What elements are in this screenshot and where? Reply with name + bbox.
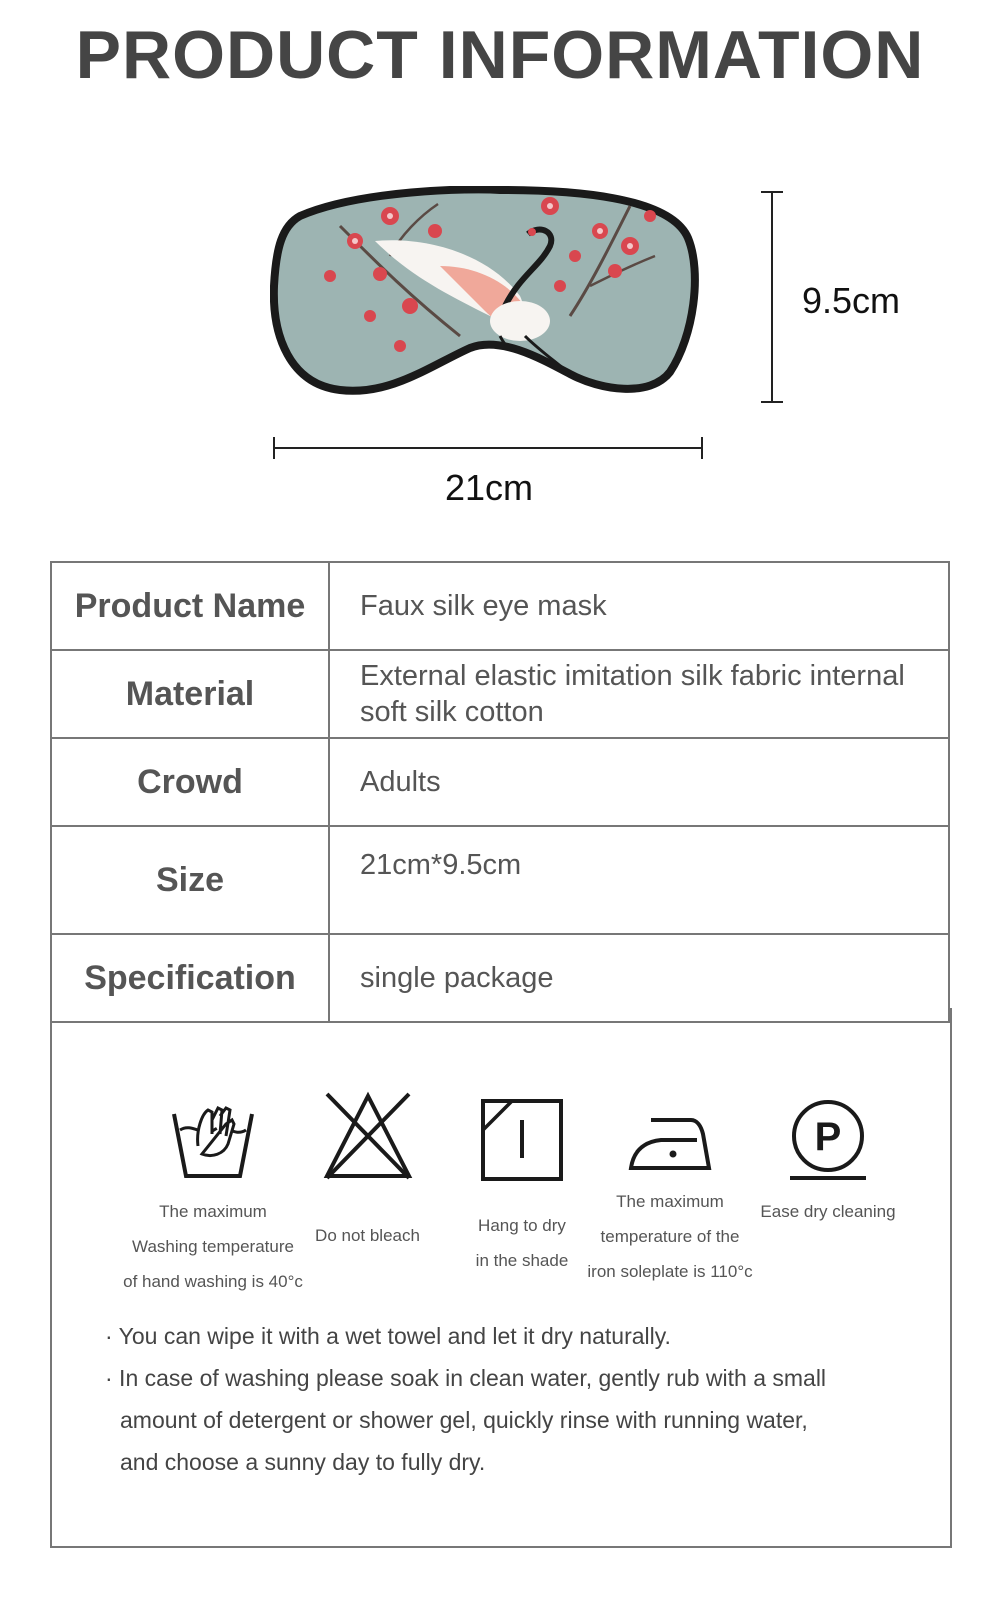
spec-row-crowd bbox=[51, 738, 949, 826]
height-dimension-cap-bottom bbox=[761, 401, 783, 403]
eye-mask-image bbox=[270, 186, 710, 406]
care-text-line: Do not bleach bbox=[315, 1226, 420, 1245]
spec-row-product-name bbox=[51, 562, 949, 650]
care-text-line: of hand washing is 40°c bbox=[123, 1272, 303, 1291]
spec-label: Material bbox=[51, 650, 329, 738]
care-note-line: · In case of washing please soak in clean water, gently rub with a small bbox=[105, 1365, 827, 1391]
spec-row-material bbox=[51, 650, 949, 738]
spec-value: External elastic imitation silk fabric internal soft silk cotton bbox=[329, 650, 949, 738]
spec-label: Size bbox=[51, 826, 329, 934]
care-text-line: The maximum bbox=[159, 1202, 267, 1221]
spec-table bbox=[50, 561, 950, 1023]
spec-value: Faux silk eye mask bbox=[329, 562, 949, 650]
dry-clean-icon bbox=[786, 1098, 870, 1182]
dry-in-shade-icon bbox=[480, 1098, 564, 1182]
care-text-line: Ease dry cleaning bbox=[760, 1202, 896, 1221]
spec-label: Crowd bbox=[51, 738, 329, 826]
care-text-line: temperature of the bbox=[600, 1227, 740, 1246]
width-dimension-cap-left bbox=[273, 437, 275, 459]
care-item-do-not-bleach bbox=[310, 1090, 425, 1253]
height-label: 9.5cm bbox=[802, 280, 901, 321]
spec-value: single package bbox=[329, 934, 949, 1022]
hand-wash-icon bbox=[168, 1100, 258, 1180]
care-item-iron bbox=[585, 1110, 755, 1289]
care-note-line: amount of detergent or shower gel, quickly rinse with running water, bbox=[120, 1407, 808, 1433]
iron-icon bbox=[627, 1110, 713, 1172]
spec-label: Specification bbox=[51, 934, 329, 1022]
care-text-line: Hang to dry bbox=[478, 1216, 566, 1235]
care-text-line: in the shade bbox=[475, 1251, 569, 1270]
care-item-dry-clean bbox=[758, 1098, 898, 1229]
width-label: 21cm bbox=[445, 467, 534, 508]
svg-text:P: P bbox=[814, 1115, 842, 1159]
care-text-line: Washing temperature bbox=[132, 1237, 294, 1256]
spec-row-size bbox=[51, 826, 949, 934]
page-title: PRODUCT INFORMATION bbox=[75, 17, 925, 93]
width-dimension-cap-right bbox=[701, 437, 703, 459]
care-item-dry-in-shade bbox=[467, 1098, 577, 1278]
care-text-line: The maximum bbox=[616, 1192, 724, 1211]
care-note-line: and choose a sunny day to fully dry. bbox=[120, 1449, 486, 1475]
width-dimension-line bbox=[273, 447, 703, 449]
care-note-line: · You can wipe it with a wet towel and let it dry naturally. bbox=[105, 1323, 671, 1349]
spec-label: Product Name bbox=[51, 562, 329, 650]
do-not-bleach-icon bbox=[323, 1090, 413, 1182]
care-item-hand-wash bbox=[118, 1100, 308, 1299]
height-dimension-line bbox=[771, 191, 773, 403]
spec-value: Adults bbox=[329, 738, 949, 826]
spec-value: 21cm*9.5cm bbox=[329, 826, 949, 934]
height-dimension-cap-top bbox=[761, 191, 783, 193]
care-text-line: iron soleplate is 110°c bbox=[587, 1262, 753, 1281]
